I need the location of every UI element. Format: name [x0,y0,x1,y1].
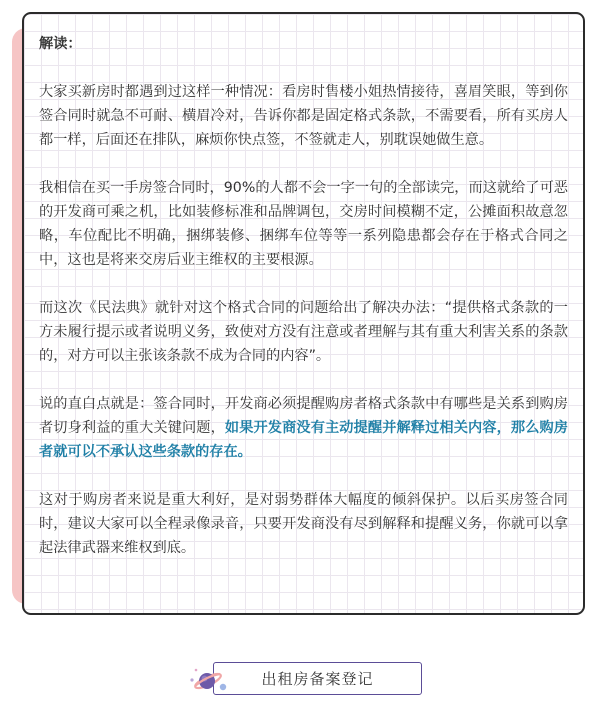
paragraph-4-highlight: 如果开发商没有主动提醒并解释过相关内容，那么购房者就可以不承认这些条款的存在。 [39,420,568,460]
paragraph-5: 这对于购房者来说是重大利好，是对弱势群体大幅度的倾斜保护。以后买房签合同时，建议大家可以全程录像录音，只要开发商没有尽到解释和提醒义务，你就可以拿起法律武器来维权到底。 [39,492,568,556]
article-heading: 解读： [39,36,82,52]
rental-registration-button[interactable] [213,662,422,695]
paragraph-4 [39,392,568,464]
paragraph-2: 我相信在买一手房签合同时，90%的人都不会一字一句的全部读完，而这就给了可恶的开发商可乘之机，比如装修标准和品牌调包，交房时间模糊不定，公摊面积故意忽略，车位配比不明确，捆绑装修、捆绑车位等等一系列隐患都会存在于格式合同之中，这也是将来交房后业主维权的主要根源。 [39,180,568,268]
rental-registration-label: 出租房备案登记 [261,670,374,688]
article-card [22,12,585,615]
paragraph-1: 大家买新房时都遇到过这样一种情况：看房时售楼小姐热情接待，喜眉笑眼，等到你签合同时就急不可耐、横眉冷对，告诉你都是固定格式条款，不需要看，所有买房人都一样，后面还在排队，麻烦你快点签，不签就走人，别耽误她做生意。 [39,84,568,148]
planet-icon [186,662,234,696]
paragraph-4-text: 说的直白点就是：签合同时，开发商必须提醒购房者格式条款中有哪些是关系到购房者切身利益的重大关键问题， [39,396,568,436]
paragraph-3: 而这次《民法典》就针对这个格式合同的问题给出了解决办法：“提供格式条款的一方未履行提示或者说明义务，致使对方没有注意或者理解与其有重大利害关系的条款的，对方可以主张该条款不成为合同的内容”。 [39,300,568,364]
